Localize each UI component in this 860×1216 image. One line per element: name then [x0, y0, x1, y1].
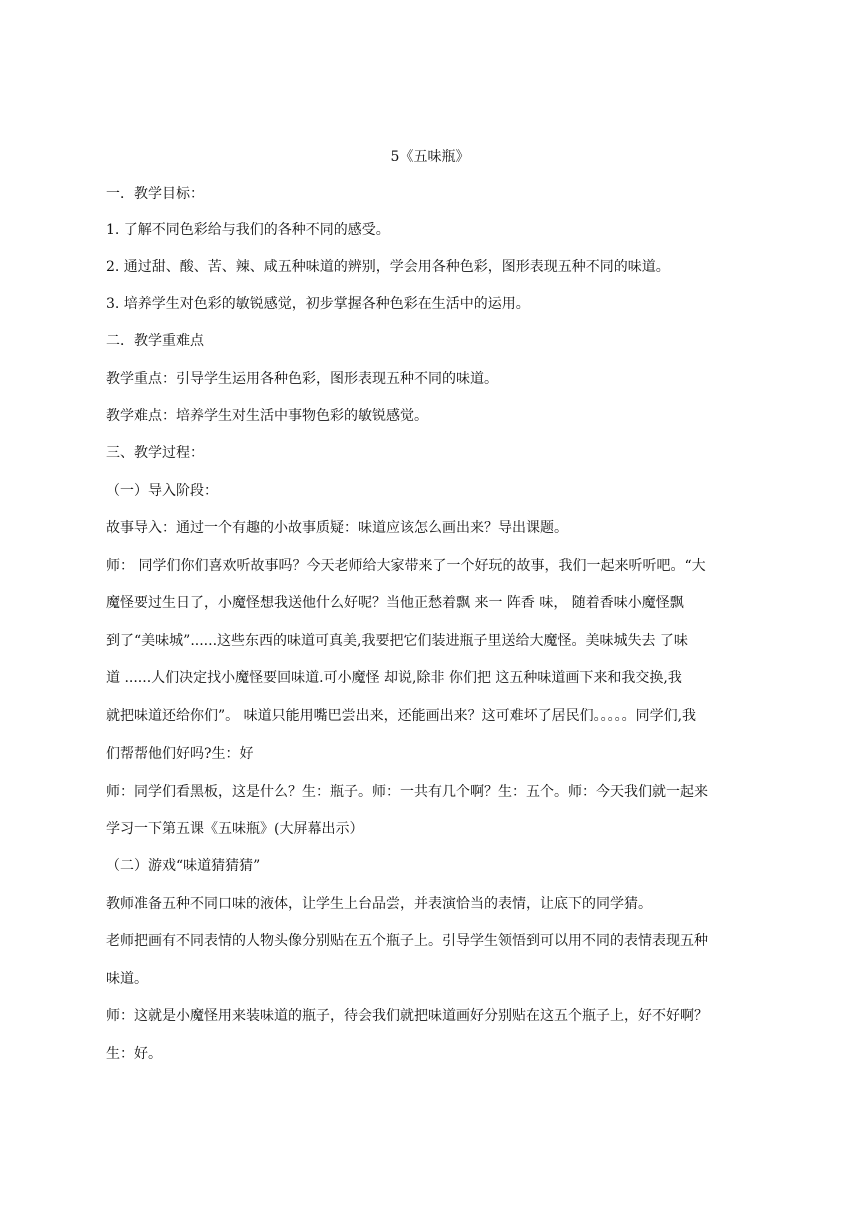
closing-line-1: 师：这就是小魔怪用来装味道的瓶子，待会我们就把味道画好分别贴在这五个瓶子上，好不好啊？ — [106, 1008, 708, 1024]
game-description: 教师准备五种不同口味的液体，让学生上台品尝，并表演恰当的表情，让底下的同学猜。 — [106, 896, 652, 912]
document-title: 5《五味瓶》 — [390, 149, 470, 165]
section-heading-process: 三、教学过程： — [106, 445, 204, 461]
story-line-4: 道 ......人们决定找小魔怪要回味道.可小魔怪 却说,除非 你们把 这五种味道画下来和我交换,我 — [106, 670, 682, 686]
story-line-2: 魔怪要过生日了，小魔怪想我送他什么好呢？当他正愁着飘 来一 阵香 味， 随着香味小魔怪飘 — [106, 595, 684, 611]
closing-line-2: 生：好。 — [106, 1046, 162, 1062]
stage-heading-intro: （一）导入阶段： — [106, 483, 218, 499]
objective-item-1: 1. 了解不同色彩给与我们的各种不同的感受。 — [106, 222, 390, 238]
section-heading-objectives: 一．教学目标： — [106, 186, 204, 202]
blackboard-line-1: 师：同学们看黑板，这是什么？生：瓶子。师：一共有几个啊？生：五个。师：今天我们就一起来 — [106, 784, 708, 800]
blackboard-line-2: 学习一下第五课《五味瓶》(大屏幕出示） — [106, 821, 364, 837]
story-line-6: 们帮帮他们好吗?生：好 — [106, 746, 254, 762]
story-intro-text: 故事导入：通过一个有趣的小故事质疑：味道应该怎么画出来？导出课题。 — [106, 520, 568, 536]
stage-heading-game: （二）游戏“味道猜猜猜” — [106, 858, 261, 874]
objective-item-3: 3. 培养学生对色彩的敏锐感觉，初步掌握各种色彩在生活中的运用。 — [106, 296, 530, 312]
section-heading-key-points: 二．教学重难点 — [106, 333, 204, 349]
story-line-3: 到了“美味城”......这些东西的味道可真美,我要把它们装进瓶子里送给大魔怪。美味城失去 了味 — [106, 633, 688, 649]
story-line-1: 师： 同学们你们喜欢听故事吗？今天老师给大家带来了一个好玩的故事，我们一起来听听吧。“大 — [106, 558, 706, 574]
portrait-line-1: 老师把画有不同表情的人物头像分别贴在五个瓶子上。引导学生领悟到可以用不同的表情表现五种 — [106, 933, 708, 949]
difficult-point-text: 教学难点：培养学生对生活中事物色彩的敏锐感觉。 — [106, 408, 428, 424]
portrait-line-2: 味道。 — [106, 971, 148, 987]
story-line-5: 就把味道还给你们”。 味道只能用嘴巴尝出来，还能画出来？这可难坏了居民们。。。。。同学们,我 — [106, 708, 697, 724]
key-point-text: 教学重点：引导学生运用各种色彩，图形表现五种不同的味道。 — [106, 371, 498, 387]
objective-item-2: 2. 通过甜、酸、苦、辣、咸五种味道的辨别，学会用各种色彩，图形表现五种不同的味道。 — [106, 259, 670, 275]
